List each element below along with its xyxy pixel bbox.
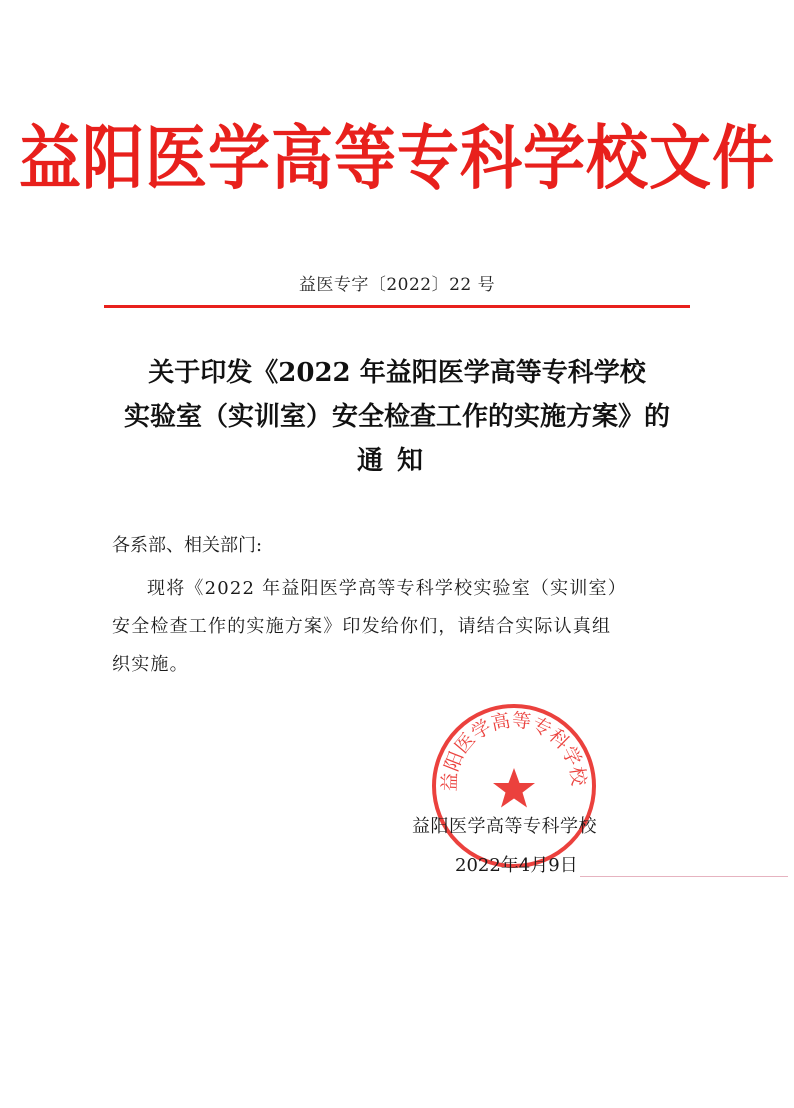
issuer-name: 益阳医学高等专科学校 bbox=[412, 816, 597, 837]
seal-text: 益阳医学高等专科学校 bbox=[438, 709, 590, 792]
document-title-line-1: 关于印发《2022 年益阳医学高等专科学校 bbox=[148, 358, 646, 388]
official-seal-stamp bbox=[428, 700, 600, 872]
salutation: 各系部、相关部门: bbox=[112, 535, 263, 556]
seal-star-icon bbox=[493, 768, 535, 808]
body-paragraph-line-2: 安全检查工作的实施方案》印发给你们，请结合实际认真组 bbox=[112, 616, 612, 637]
body-paragraph-line-1: 现将《2022 年益阳医学高等专科学校实验室（实训室） bbox=[147, 578, 627, 599]
document-title-line-3: 通知 bbox=[356, 446, 437, 476]
red-header-title: 益阳医学高等专科学校文件 bbox=[18, 117, 775, 199]
document-number: 益医专字〔2022〕22 号 bbox=[298, 275, 496, 295]
scan-artifact-line bbox=[580, 876, 788, 877]
issue-date: 2022年4月9日 bbox=[455, 855, 578, 876]
document-title-line-2: 实验室（实训室）安全检查工作的实施方案》的 bbox=[123, 402, 670, 432]
red-divider-line bbox=[104, 305, 690, 308]
body-paragraph-line-3: 织实施。 bbox=[112, 654, 189, 675]
